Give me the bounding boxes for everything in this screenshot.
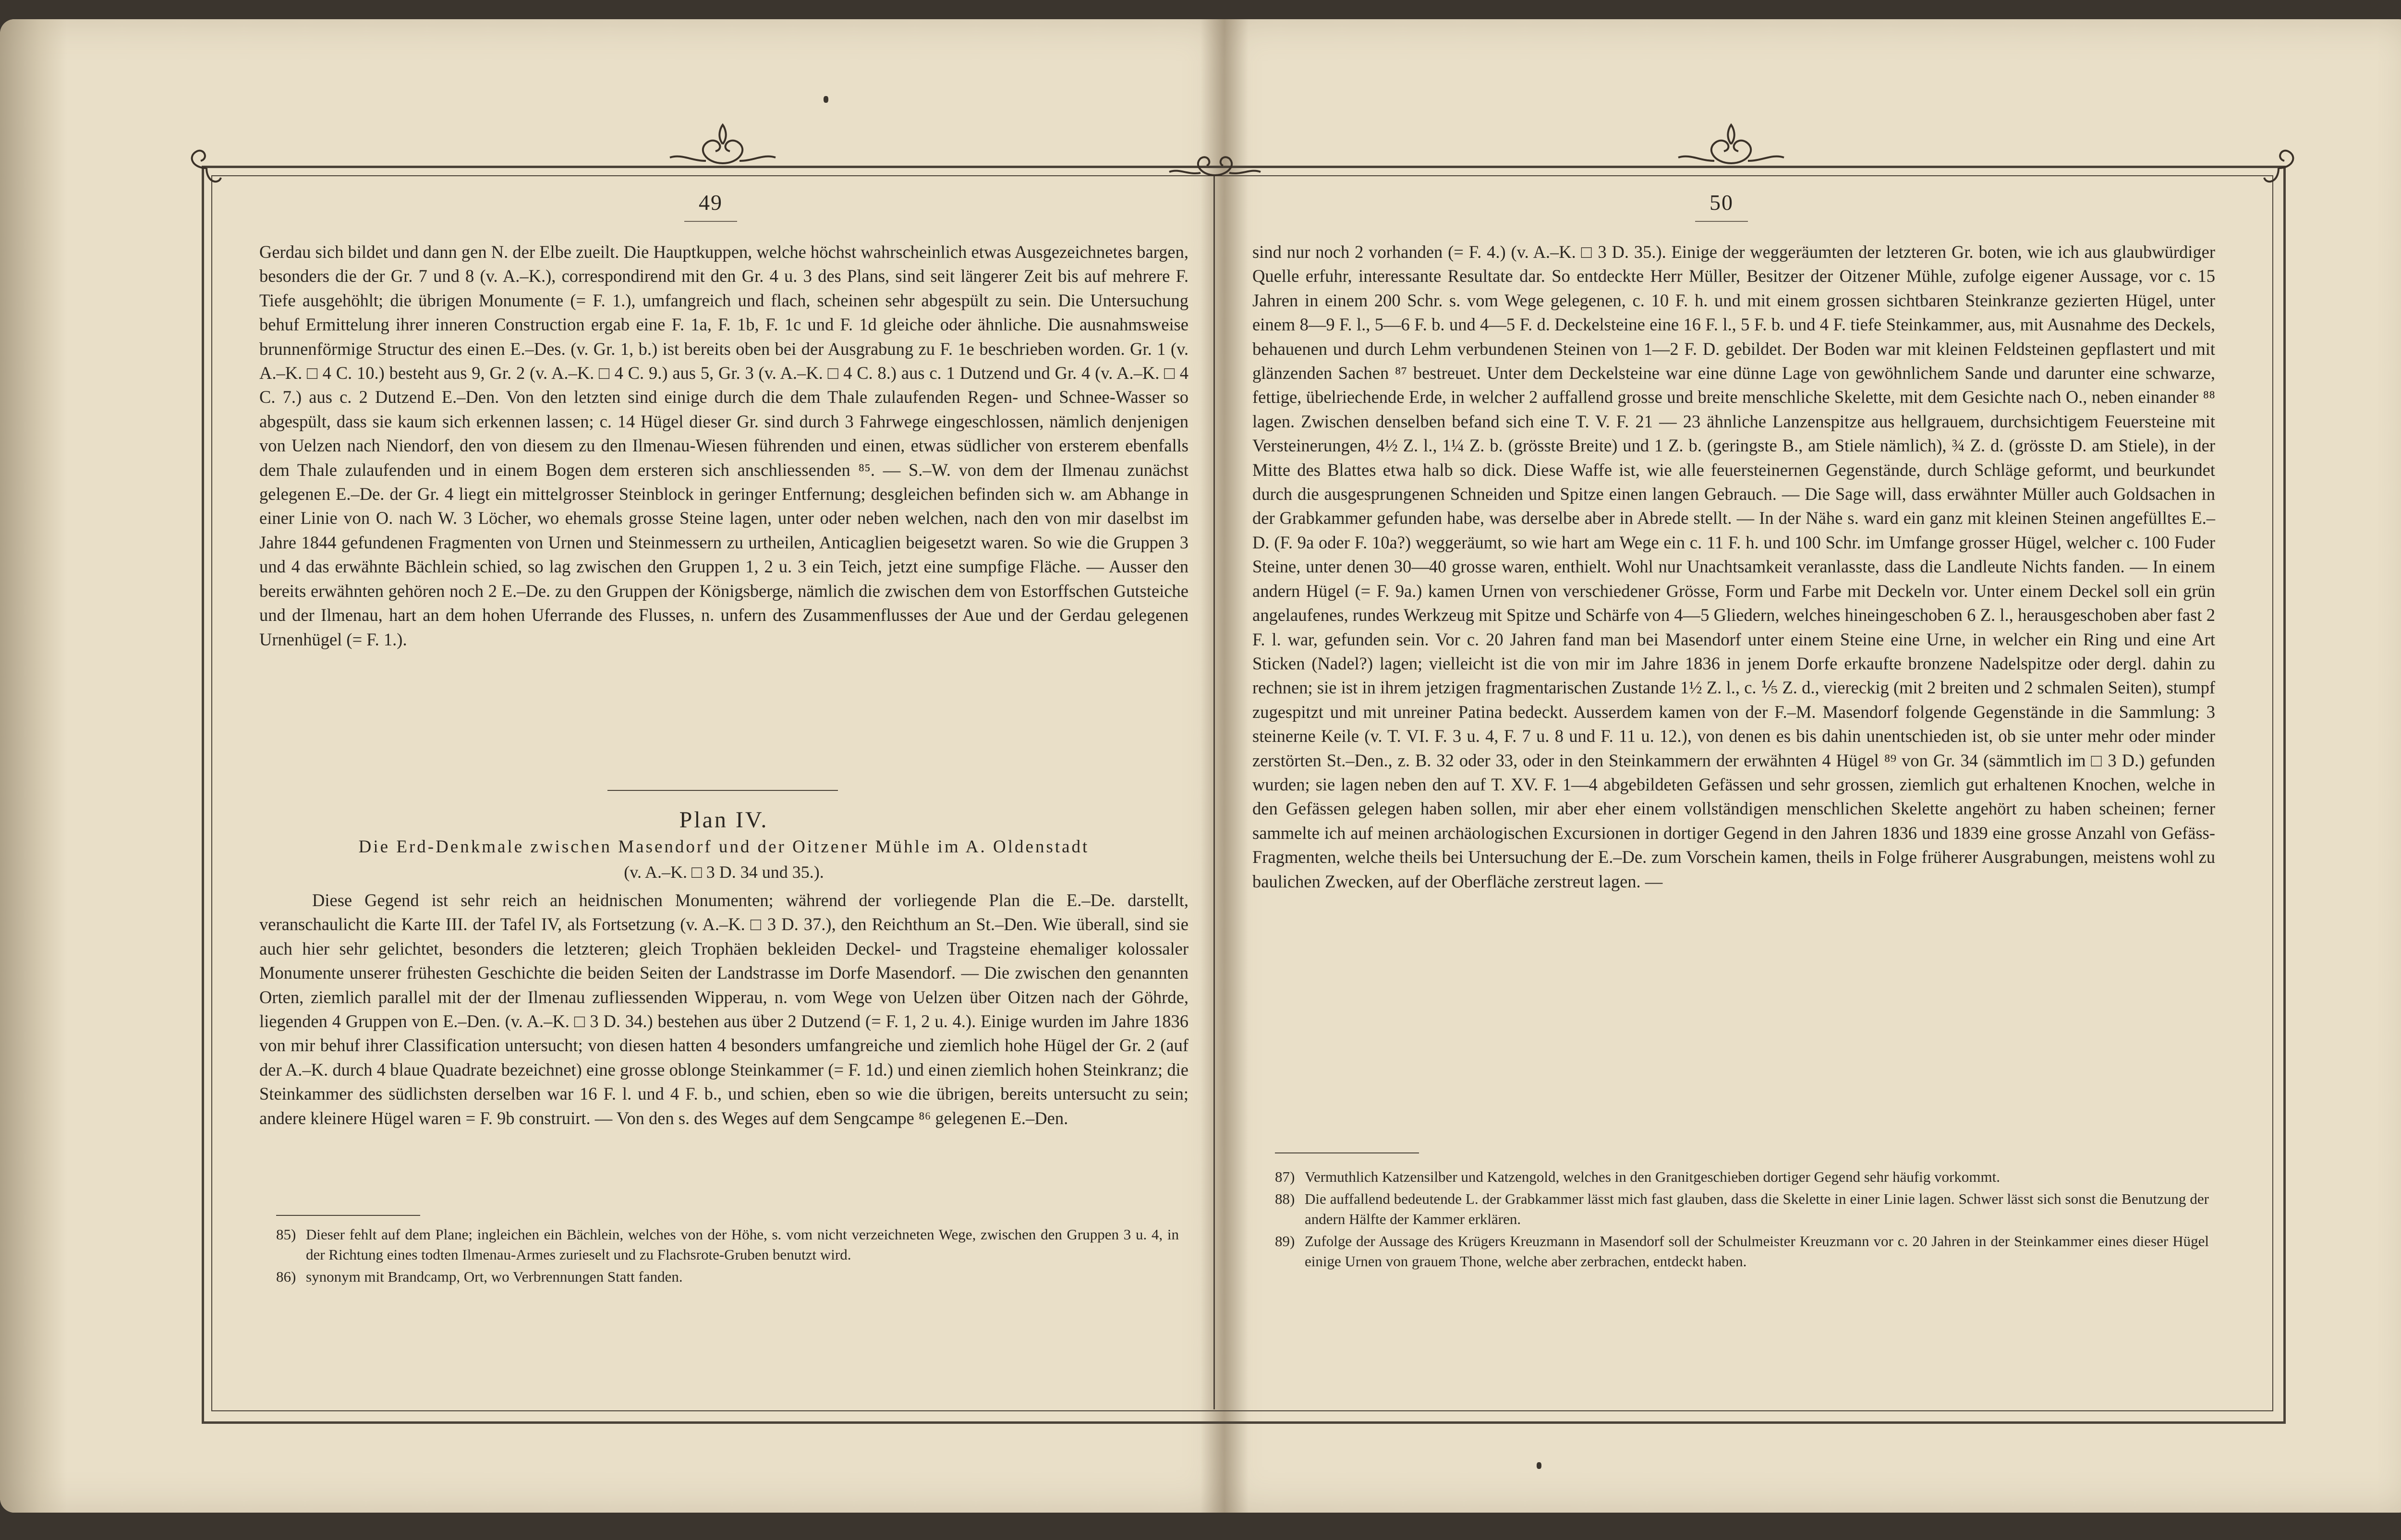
body-paragraph: Diese Gegend ist sehr reich an heidnischen Monumenten; während der vorliegende Plan die E.–De. darstellt, veranschaulicht die Karte III. der Tafel IV, als Fortsetzung (v. A.–K. □ 3 D. 37.), den Reichthum an St.–Den. Wie überall, sind sie auch hier sehr gelichtet, besonders die letzteren; gleich Trophäen bekleiden Deckel- und Tragsteine ehemaliger kolossaler Monumente unserer frühesten Geschichte die beiden Seiten der Landstrasse im Dorfe Masendorf. — Die zwischen den genannten Orten, ziemlich parallel mit der der Ilmenau zufliessenden Wipperau, n. vom Wege von Uelzen über Oitzen nach der Göhrde, liegenden 4 Gruppen von E.–Den. (v. A.–K. □ 3 D. 34.) bestehen aus über 2 Dutzend (= F. 1, 2 u. 4.). Einige wurden im Jahre 1836 von mir behuf ihrer Classification untersucht; von diesen hatten 4 besonders umfangreiche und ziemlich hohe Hügel der Gr. 2 (auf der A.–K. durch 4 blaue Quadrate bezeichnet) eine grosse oblonge Steinkammer (= F. 1d.) und einen ziemlich hohen Steinkranz; die Steinkammer des südlichsten derselben war 16 F. l. und 4 F. b., und schien, eben so wie die übrigen, bereits untersucht zu sein; andere kleinere Hügel waren = F. 9b construirt. — Von den s. des Weges auf dem Sengcampe ⁸⁶ gelegenen E.–Den. — [259, 890, 1188, 1128]
page-number-rule-left — [684, 221, 737, 222]
column-divider — [1213, 175, 1215, 1409]
footnote — [1275, 1167, 2209, 1187]
corner-ornament-top-left — [178, 139, 230, 192]
page-number-left: 49 — [699, 190, 723, 215]
footnote — [276, 1267, 1179, 1287]
footnote-text: Die auffallend bedeutende L. der Grabkammer lässt mich fast glauben, dass die Skelette in einer Linie lagen. Schwer lässt sich sonst die Benutzung der andern Hälfte der Kammer erklären. — [1305, 1190, 2209, 1227]
page-number-right: 50 — [1710, 190, 1734, 215]
corner-ornament-top-right — [2255, 139, 2307, 192]
ink-spot — [824, 96, 828, 103]
footnote-text: Dieser fehlt auf dem Plane; ingleichen ein Bächlein, welches von der Höhe, s. vom nicht verzeichneten Wege, zwischen den Gruppen 3 u. 4, in der Richtung eines todten Ilmenau-Armes zurieselt und zu Flachsrote-Gruben benutzt wird. — [306, 1226, 1179, 1263]
plan-title: Plan IV. — [679, 807, 769, 833]
footnotes-left — [276, 1225, 1179, 1289]
footnote-text: Vermuthlich Katzensilber und Katzengold, welches in den Granitgeschieben dortiger Gegend sehr häufig vorkommt. — [1305, 1168, 2000, 1185]
left-column-text-1 — [259, 240, 1188, 652]
top-center-ornament — [1164, 139, 1265, 182]
left-column-text-2 — [259, 888, 1188, 1130]
book-left-shadow — [0, 19, 67, 1513]
footnote-number: 87) — [1275, 1168, 1295, 1185]
top-left-ornament — [663, 120, 783, 168]
body-paragraph: Gerdau sich bildet und dann gen N. der Elbe zueilt. Die Hauptkuppen, welche höchst wahrscheinlich etwas Ausgezeichnetes bargen, besonders die der Gr. 7 und 8 (v. A.–K.), correspondirend mit den Gr. 4 u. 3 des Plans, sind seit längerer Zeit bis auf mehrere F. Tiefe ausgehöhlt; die übrigen Monumente (= F. 1.), umfangreich und flach, scheinen sehr abgespült zu sein. Die Untersuchung behuf Ermittelung ihrer inneren Construction ergab eine F. 1a, F. 1b, F. 1c und F. 1d gleiche oder ähnliche. Die ausnahmsweise brunnenförmige Structur des einen E.–Des. (v. Gr. 1, b.) ist bereits oben bei der Ausgrabung zu F. 1e beschrieben worden. Gr. 1 (v. A.–K. □ 4 C. 10.) besteht aus 9, Gr. 2 (v. A.–K. □ 4 C. 9.) aus 5, Gr. 3 (v. A.–K. □ 4 C. 8.) aus c. 1 Dutzend und Gr. 4 (v. A.–K. □ 4 C. 7.) aus c. 2 Dutzend E.–Den. Von den letzten sind einige durch die dem Thale zulaufenden Regen- und Schnee-Wasser so abgespült, dass sie kaum sich erkennen lassen; c. 14 Hügel dieser Gr. sind durch 3 Fahrwege eingeschlossen, nämlich denjenigen von Uelzen nach Niendorf, den von diesem zu den Ilmenau-Wiesen führenden und einen, etwas südlicher von ersterem ebenfalls dem Thale zulaufenden und in einem Bogen dem ersteren sich anschliessenden ⁸⁵. — S.–W. von dem der Ilmenau zunächst gelegenen E.–De. der Gr. 4 liegt ein mittelgrosser Steinblock in geringer Entfernung; desgleichen befinden sich w. am Abhange in einer Linie von O. nach W. 3 Löcher, wo ehemals grosse Steine lagen, unter oder neben welchen, nach den von mir daselbst im Jahre 1844 gefundenen Fragmenten von Urnen und Steinmessern zu urtheilen, Anticaglien beigesetzt waren. So wie die Gruppen 3 und 4 das erwähnte Bächlein schied, so lag zwischen den Gruppen 1, 2 u. 3 ein Teich, jetzt eine sumpfige Fläche. — Ausser den bereits erwähnten gehören noch 2 E.–De. zu den Gruppen der Königsberge, nämlich die zwischen dem von Estorffschen Gutsteiche und der Ilmenau, hart an dem hohen Uferrande des Flusses, n. unfern des Zusammenflusses der Aue und der Gerdau gelegenen Urnenhügel (= F. 1.). — [259, 242, 1188, 649]
footnote-rule-left — [276, 1215, 420, 1216]
right-column-text — [1252, 240, 2215, 894]
footnote-number: 85) — [276, 1226, 296, 1243]
body-paragraph: sind nur noch 2 vorhanden (= F. 4.) (v. A.–K. □ 3 D. 35.). Einige der weggeräumten der letzteren Gr. boten, wie ich aus glaubwürdiger Quelle erfuhr, interessante Resultate dar. So entdeckte Herr Müller, Besitzer der Oitzener Mühle, zufolge eigener Aussage, vor c. 15 Jahren in einem 200 Schr. s. vom Wege gelegenen, c. 10 F. h. und mit einem grossen sichtbaren Steinkranze gezierten Hügel, unter einem 8—9 F. l., 5—6 F. b. und 4—5 F. d. Deckelsteine eine 16 F. l., 5 F. b. und 4 F. tiefe Steinkammer, aus, mit Ausnahme des Deckels, behauenen und durch Lehm verbundenen Steinen von 1—2 F. D. gebildet. Der Boden war mit kleinen Feldsteinen gepflastert und mit glänzenden Sachen ⁸⁷ bestreuet. Unter dem Deckelsteine war eine dünne Lage von gewöhnlichem Sande und darunter eine schwarze, fettige, übelriechende Erde, in welcher 2 auffallend grosse und breite menschliche Skelette, mit dem Gesichte nach O., neben einander ⁸⁸ lagen. Zwischen denselben befand sich eine T. V. F. 21 — 23 ähnliche Lanzenspitze aus hellgrauem, durchsichtigem Feuersteine mit Versteinerungen, 4½ Z. l., 1¼ Z. b. (grösste Breite) und 1 Z. b. (geringste B., am Stiele nämlich), ¾ Z. d. (grösste D. am Stiele), in der Mitte des Blattes etwa halb so dick. Diese Waffe ist, wie alle feuersteinernen Gegenstände, durch Schläge geformt, und beurkundet durch die ausgesprungenen Schneiden und Spitze einen langen Gebrauch. — Die Sage will, dass erwähnter Müller auch Goldsachen in der Grabkammer gefunden habe, was derselbe aber in Abrede stellt. — In der Nähe s. ward ein ganz mit kleinen Steinen angefülltes E.–D. (F. 9a oder F. 10a?) weggeräumt, so wie hart am Wege ein c. 11 F. h. und 100 Schr. im Umfange grosser Hügel, welcher c. 100 Fuder Steine, unter denen 30—40 grosse waren, enthielt. Wohl nur Unachtsamkeit veranlasste, dass die Landleute Nichts fanden. — In einem andern Hügel (= F. 9a.) kamen Urnen von verschiedener Grösse, Form und Farbe mit Deckeln vor. Unter einem Deckel soll ein grün angelaufenes, rundes Werkzeug mit Spitze und Schärfe von 4—5 Gliedern, welches hineingeschoben 6 Z. l., herausgeschoben aber fast 2 F. l. war, gefunden sein. Vor c. 20 Jahren fand man bei Masendorf unter einem Steine eine Urne, in welcher ein Ring und eine Art Sticken (Nadel?) lagen; vielleicht ist die von mir im Jahre 1836 in jenem Dorfe erkaufte bronzene Nadelspitze oder dergl. dahin zu rechnen; sie ist in ihrem jetzigen fragmentarischen Zustande 1½ Z. l., c. ⅕ Z. d., viereckig (mit 2 breiten und 2 schmalen Seiten), stumpf zugespitzt und mit unreiner Patina bedeckt. Ausserdem kamen von der F.–M. Masendorf folgende Gegenstände in die Sammlung: 3 steinerne Keile (v. T. VI. F. 3 u. 4, F. 7 u. 8 und F. 11 u. 12.), von denen es bis dahin unentschieden ist, ob sie unter mehr oder minder zerstörten St.–Den., z. B. 32 oder 33, oder in den Steinkammern der erwähnten 4 Hügel ⁸⁹ von Gr. 34 (sämmtlich im □ 3 D.) gefunden wurden; sie lagen neben den auf T. XV. F. 1—4 abgebildeten Gefässen und sehr grossen, ziemlich gut erhaltenen Knochen, welche in den Gefässen gelegen haben sollen, mir aber eher einem vollständigen menschlichen Skelette angehört zu haben scheinen; ferner sammelte ich auf meinen archäologischen Excursionen in dortiger Gegend in den Jahren 1836 und 1839 eine grosse Anzahl von Gefäss-Fragmenten, welche theils bei Untersuchung der E.–De. zum Vorschein kamen, theils in Folge früherer Ausgrabungen, meistens wohl zu baulichen Zwecken, auf der Oberfläche zerstreut lagen. — — [1252, 242, 2215, 891]
plan-subtitle: Die Erd-Denkmale zwischen Masendorf und der Oitzener Mühle im A. Oldenstadt — [358, 837, 1090, 857]
footnote-number: 86) — [276, 1268, 296, 1285]
footnote-number: 89) — [1275, 1233, 1295, 1249]
footnote-text: synonym mit Brandcamp, Ort, wo Verbrennungen Statt fanden. — [306, 1268, 683, 1285]
footnote-number: 88) — [1275, 1190, 1295, 1207]
page-number-rule-right — [1695, 221, 1748, 222]
footnote — [276, 1225, 1179, 1265]
footnotes-right — [1275, 1167, 2209, 1273]
footnote — [1275, 1189, 2209, 1229]
footnote — [1275, 1231, 2209, 1272]
plan-reference: (v. A.–K. □ 3 D. 34 und 35.). — [624, 862, 824, 882]
ink-spot — [1537, 1462, 1541, 1469]
footnote-text: Zufolge der Aussage des Krügers Kreuzmann in Masendorf soll der Schulmeister Kreuzmann vor c. 20 Jahren in der Steinkammer eines dieser Hügel einige Urnen von grauem Thone, welche aber zerbrachen, entdeckt haben. — [1305, 1233, 2209, 1270]
top-right-ornament — [1671, 120, 1791, 168]
footnote-rule-right — [1275, 1152, 1419, 1153]
section-rule — [607, 790, 838, 791]
